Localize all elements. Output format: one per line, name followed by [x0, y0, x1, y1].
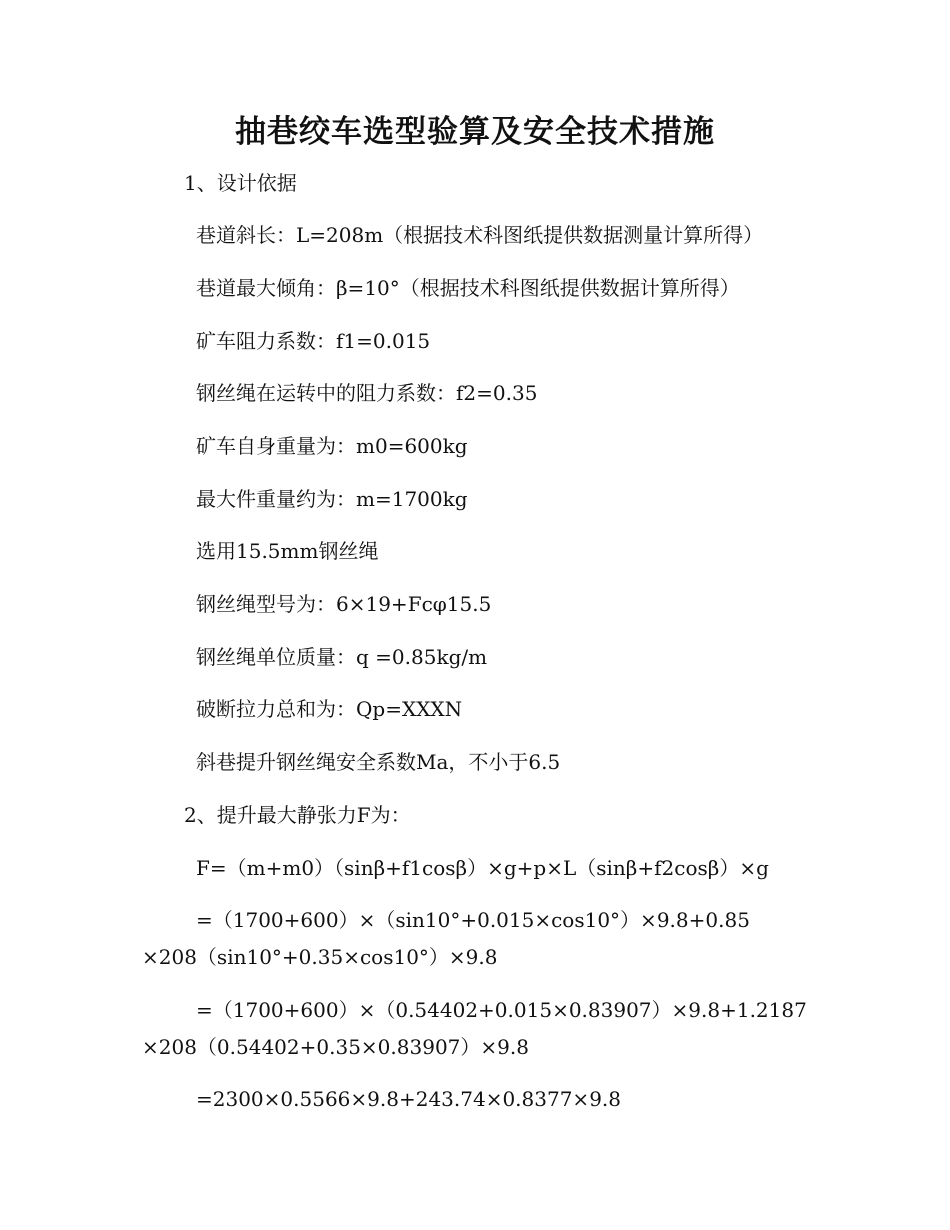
calc-step-2: =（1700+600）×（0.54402+0.015×0.83907）×9.8+1.2187: [196, 998, 807, 1022]
item-max-inclination: 巷道最大倾角：β=10°（根据技术科图纸提供数据计算所得）: [196, 276, 740, 300]
document-title: 抽巷绞车选型验算及安全技术措施: [235, 114, 715, 150]
item-car-weight: 矿车自身重量为：m0=600kg: [196, 434, 468, 458]
item-roadway-length: 巷道斜长：L=208m（根据技术科图纸提供数据测量计算所得）: [196, 223, 764, 247]
calc-step-3: =2300×0.5566×9.8+243.74×0.8377×9.8: [196, 1087, 621, 1111]
item-rope-unit-mass: 钢丝绳单位质量：q =0.85kg/m: [196, 645, 488, 669]
item-rope-choice: 选用15.5mm钢丝绳: [196, 539, 379, 563]
item-car-resistance: 矿车阻力系数：f1=0.015: [196, 329, 431, 353]
calc-step-1-cont: ×208（sin10°+0.35×cos10°）×9.8: [142, 945, 498, 969]
section-1-heading: 1、设计依据: [184, 171, 297, 195]
item-max-load: 最大件重量约为：m=1700kg: [196, 487, 468, 511]
calc-step-1: =（1700+600）×（sin10°+0.015×cos10°）×9.8+0.85: [196, 908, 750, 932]
item-rope-model: 钢丝绳型号为：6×19+Fcφ15.5: [196, 592, 492, 616]
calc-step-2-cont: ×208（0.54402+0.35×0.83907）×9.8: [142, 1035, 529, 1059]
item-safety-factor: 斜巷提升钢丝绳安全系数Ma，不小于6.5: [196, 750, 561, 774]
section-2-heading: 2、提升最大静张力F为：: [184, 803, 411, 827]
formula-line: F=（m+m0）（sinβ+f1cosβ）×g+p×L（sinβ+f2cosβ）×g: [196, 856, 769, 880]
item-breaking-force: 破断拉力总和为：Qp=XXXN: [196, 697, 463, 721]
item-rope-resistance: 钢丝绳在运转中的阻力系数：f2=0.35: [196, 381, 538, 405]
